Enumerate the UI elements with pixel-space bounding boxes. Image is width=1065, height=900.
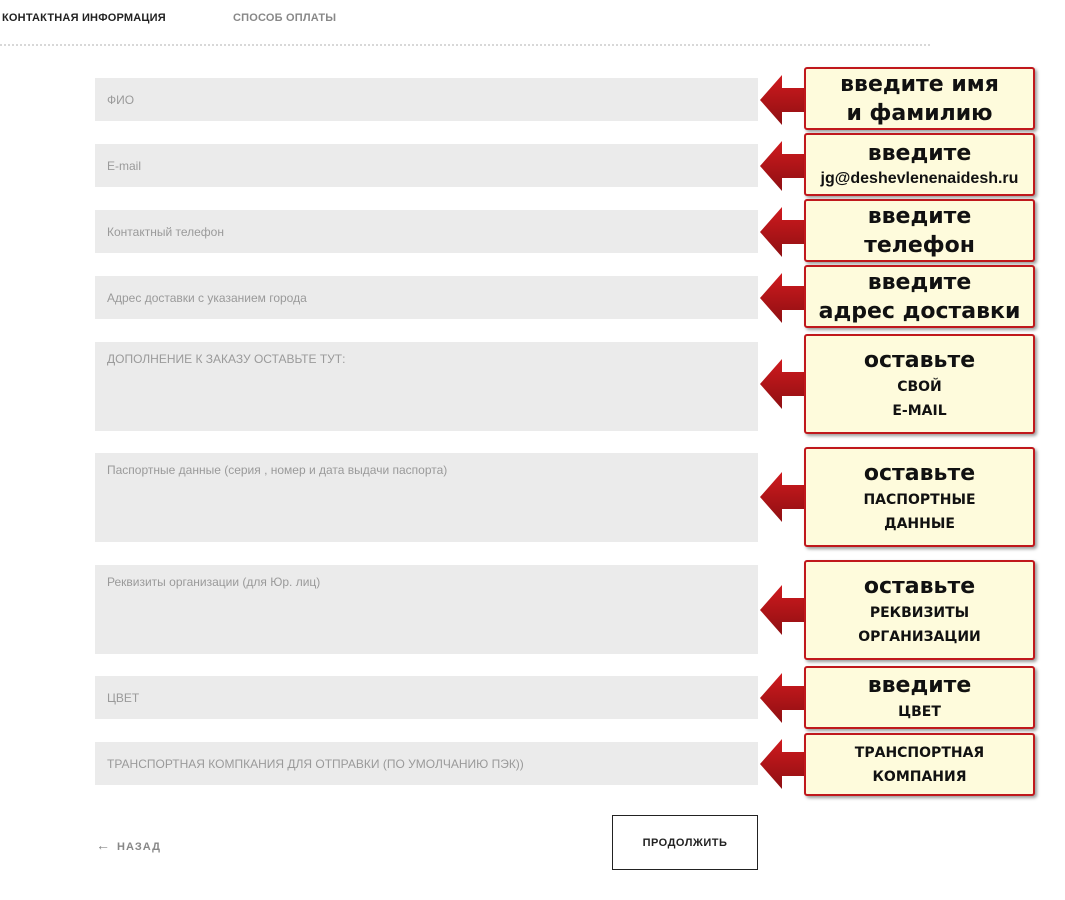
callout-line: оставьте [863,347,976,373]
callout-line: ДАННЫЕ [884,515,955,532]
arrow-left-icon [760,75,806,125]
callout-passport [804,447,1035,547]
callout-line: телефон [864,232,975,258]
callout-line: введите [867,141,972,166]
callout-line: и фамилию [846,100,993,126]
arrow-left-icon [760,273,806,323]
arrow-left-icon [760,585,806,635]
requisites-textarea[interactable] [95,565,758,654]
callout-line: jg@deshevlenenaidesh.ru [820,170,1019,187]
callout-line: адрес доставки [818,298,1021,324]
callout-comment [804,334,1035,434]
phone-input[interactable] [95,210,758,253]
callout-line: КОМПАНИЯ [872,768,967,785]
callout-line: ЦВЕТ [898,704,941,720]
fio-input[interactable] [95,78,758,121]
callout-email [804,133,1035,196]
callout-line: оставьте [863,573,976,599]
arrow-left-icon: ← [96,837,111,853]
color-input[interactable] [95,676,758,719]
callout-line: ПАСПОРТНЫЕ [863,491,976,508]
callout-line: введите имя [840,71,999,97]
address-input[interactable] [95,276,758,319]
continue-button[interactable]: ПРОДОЛЖИТЬ [612,815,758,870]
callout-line: введите [867,203,972,229]
checkout-tabs [0,0,930,46]
callout-line: СВОЙ [897,378,942,395]
back-label: НАЗАД [117,841,161,853]
callout-line: РЕКВИЗИТЫ [869,604,970,621]
callout-requisites [804,560,1035,660]
callout-address [804,265,1035,328]
callout-line: введите [867,673,972,698]
transport-company-input[interactable] [95,742,758,785]
callout-phone [804,199,1035,262]
tab-payment-method[interactable]: СПОСОБ ОПЛАТЫ [233,12,337,24]
callout-line: введите [867,269,972,295]
callout-line: ОРГАНИЗАЦИИ [858,628,981,645]
callout-color [804,666,1035,729]
arrow-left-icon [760,739,806,789]
callout-line: E-MAIL [892,402,947,419]
email-input[interactable] [95,144,758,187]
arrow-left-icon [760,472,806,522]
back-link[interactable] [96,837,161,853]
passport-textarea[interactable] [95,453,758,542]
callout-fio [804,67,1035,130]
callout-transport [804,733,1035,796]
arrow-left-icon [760,141,806,191]
order-comment-textarea[interactable] [95,342,758,431]
arrow-left-icon [760,207,806,257]
callout-line: оставьте [863,460,976,486]
arrow-left-icon [760,359,806,409]
arrow-left-icon [760,673,806,723]
callout-line: ТРАНСПОРТНАЯ [854,744,985,761]
tab-contact-info[interactable]: КОНТАКТНАЯ ИНФОРМАЦИЯ [2,12,166,24]
